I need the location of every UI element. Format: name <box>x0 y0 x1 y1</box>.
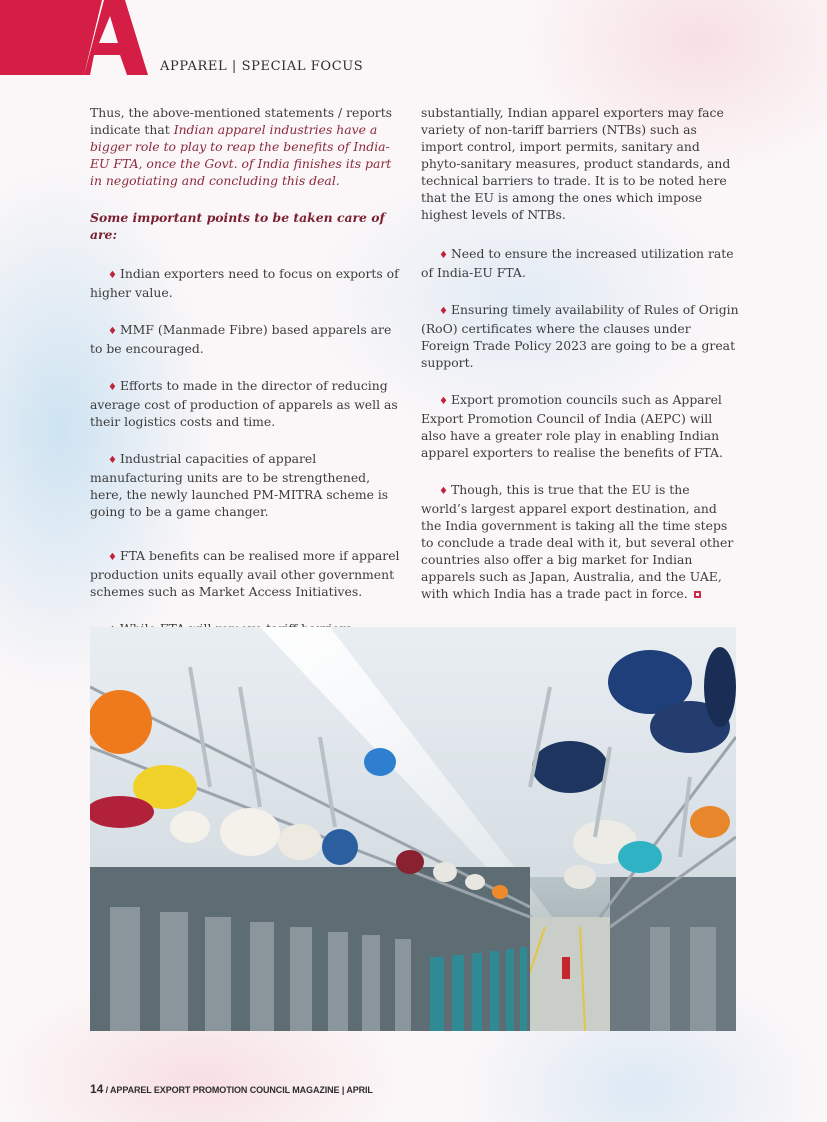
list-item-text: MMF (Manmade Fibre) based apparels are to be encouraged. <box>90 322 392 356</box>
intro-paragraph <box>90 104 402 189</box>
list-item <box>421 245 739 281</box>
diamond-bullet-icon: ♦ <box>439 486 448 497</box>
list-item <box>90 547 402 600</box>
left-column <box>90 104 402 659</box>
list-item <box>90 321 402 357</box>
points-subheading: Some important points to be taken care of are: <box>90 210 385 242</box>
section-label: APPAREL | SPECIAL FOCUS <box>160 59 364 74</box>
list-item-text: Need to ensure the increased utilization rate of India-EU FTA. <box>421 246 734 280</box>
list-item <box>90 377 402 430</box>
list-item <box>90 450 402 520</box>
right-column <box>421 104 739 622</box>
diamond-bullet-icon: ♦ <box>108 382 117 393</box>
factory-photo <box>90 627 736 1031</box>
list-item <box>421 481 739 602</box>
list-item-text: Industrial capacities of apparel manufacturing units are to be strengthened, here, the newly launched PM-MITRA scheme is going to be a game changer. <box>90 451 389 519</box>
diamond-bullet-icon: ♦ <box>108 552 117 563</box>
list-item-text: Though, this is true that the EU is the world’s largest apparel export destination, and the India government is taking all the time steps to conclude a trade deal with it, but several other countries also offer a big market for Indian apparels such as Japan, Australia, and the UAE, with which India has a trade pact in force. <box>421 482 734 601</box>
list-item-text: Efforts to made in the director of reducing average cost of production of apparels as well as their logistics costs and time. <box>90 378 398 429</box>
list-item <box>90 265 402 301</box>
diamond-bullet-icon: ♦ <box>108 270 117 281</box>
list-item-text: Export promotion councils such as Apparel Export Promotion Council of India (AEPC) will also have a greater role play in enabling Indian apparel exporters to realise the benefits of FTA. <box>421 392 723 460</box>
list-item-text: FTA benefits can be realised more if apparel production units equally avail other government schemes such as Market Access Initiatives. <box>90 548 400 599</box>
diamond-bullet-icon: ♦ <box>439 306 448 317</box>
diamond-bullet-icon: ♦ <box>439 396 448 407</box>
list-item-text: Indian exporters need to focus on exports of higher value. <box>90 266 399 300</box>
intro-text: Thus, the above-mentioned statements / reports indicate that <box>90 105 393 137</box>
publication-name: / APPAREL EXPORT PROMOTION COUNCIL MAGAZINE | APRIL <box>105 1085 373 1095</box>
diamond-bullet-icon: ♦ <box>439 250 448 261</box>
diamond-bullet-icon: ♦ <box>108 455 117 466</box>
magazine-logo <box>0 0 148 75</box>
diamond-bullet-icon: ♦ <box>108 326 117 337</box>
list-item-text: Ensuring timely availability of Rules of Origin (RoO) certificates where the clauses under Foreign Trade Policy 2023 are going to be a great support. <box>421 302 739 370</box>
end-of-article-icon <box>694 591 701 598</box>
continuation-paragraph: substantially, Indian apparel exporters may face variety of non-tariff barriers (NTBs) such as import control, import permits, sanitary and phyto-sanitary measures, product standards, and technical barriers to trade. It is to be noted here that the EU is among the ones which impose highest levels of NTBs. <box>421 105 731 222</box>
intro-highlight: Indian apparel industries have a bigger role to play to reap the benefits of India-EU FTA, once the Govt. of India finishes its part in negotiating and concluding this deal. <box>90 122 392 188</box>
list-item <box>421 301 739 371</box>
page-footer <box>90 1082 373 1096</box>
page-number: 14 <box>90 1082 104 1096</box>
list-item <box>421 391 739 461</box>
